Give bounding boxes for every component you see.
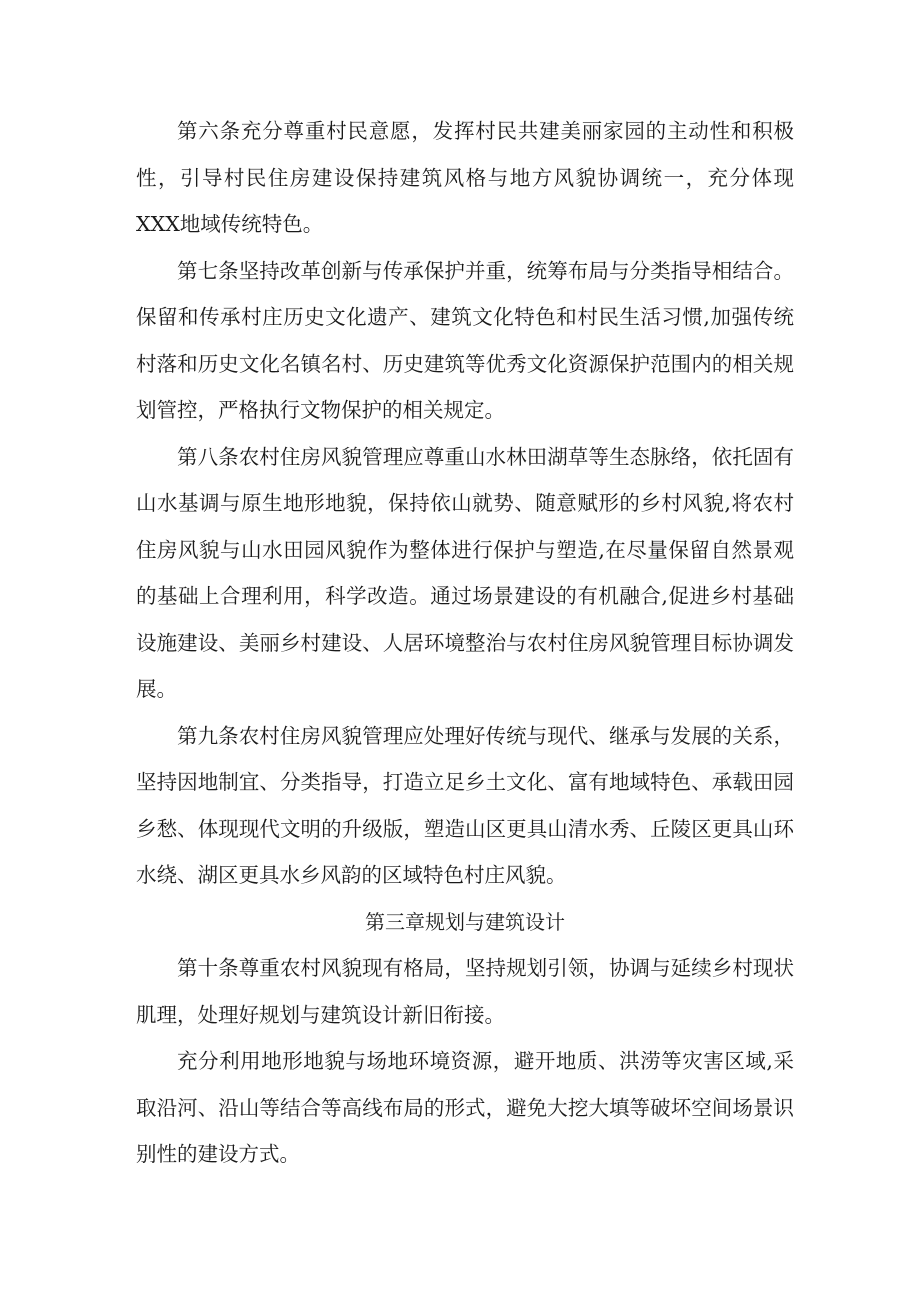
article-8-paragraph: 第八条农村住房风貌管理应尊重山水林田湖草等生态脉络，依托固有山水基调与原生地形地貌，保持依山就势、随意赋形的乡村风貌,将农村住房风貌与山水田园风貌作为整体进行保护与塑造,在尽量保留自然景观的基础上合理利用，科学改造。通过场景建设的有机融合,促进乡村基础设施建设、美丽乡村建设、人居环境整治与农村住房风貌管理目标协调发展。 <box>136 444 794 701</box>
article-7-paragraph: 第七条坚持改革创新与传承保护并重，统筹布局与分类指导相结合。保留和传承村庄历史文化遗产、建筑文化特色和村民生活习惯,加强传统村落和历史文化名镇名村、历史建筑等优秀文化资源保护范围内的相关规划管控，严格执行文物保护的相关规定。 <box>136 258 794 422</box>
document-body <box>136 108 794 1178</box>
terrain-paragraph: 充分利用地形地貌与场地环境资源，避开地质、洪涝等灾害区域,采取沿河、沿山等结合等高线布局的形式，避免大挖大填等破坏空间场景识别性的建设方式。 <box>136 1049 794 1166</box>
article-6-paragraph: 第六条充分尊重村民意愿，发挥村民共建美丽家园的主动性和积极性，引导村民住房建设保持建筑风格与地方风貌协调统一，充分体现XXX地域传统特色。 <box>136 119 794 236</box>
article-10-paragraph: 第十条尊重农村风貌现有格局，坚持规划引领，协调与延续乡村现状肌理，处理好规划与建筑设计新旧衔接。 <box>136 956 794 1027</box>
chapter-heading: 第三章规划与建筑设计 <box>365 909 565 934</box>
article-9-paragraph: 第九条农村住房风貌管理应处理好传统与现代、继承与发展的关系，坚持因地制宜、分类指导，打造立足乡土文化、富有地域特色、承载田园乡愁、体现现代文明的升级版，塑造山区更具山清水秀、丘陵区更具山环水绕、湖区更具水乡风韵的区域特色村庄风貌。 <box>136 723 794 887</box>
